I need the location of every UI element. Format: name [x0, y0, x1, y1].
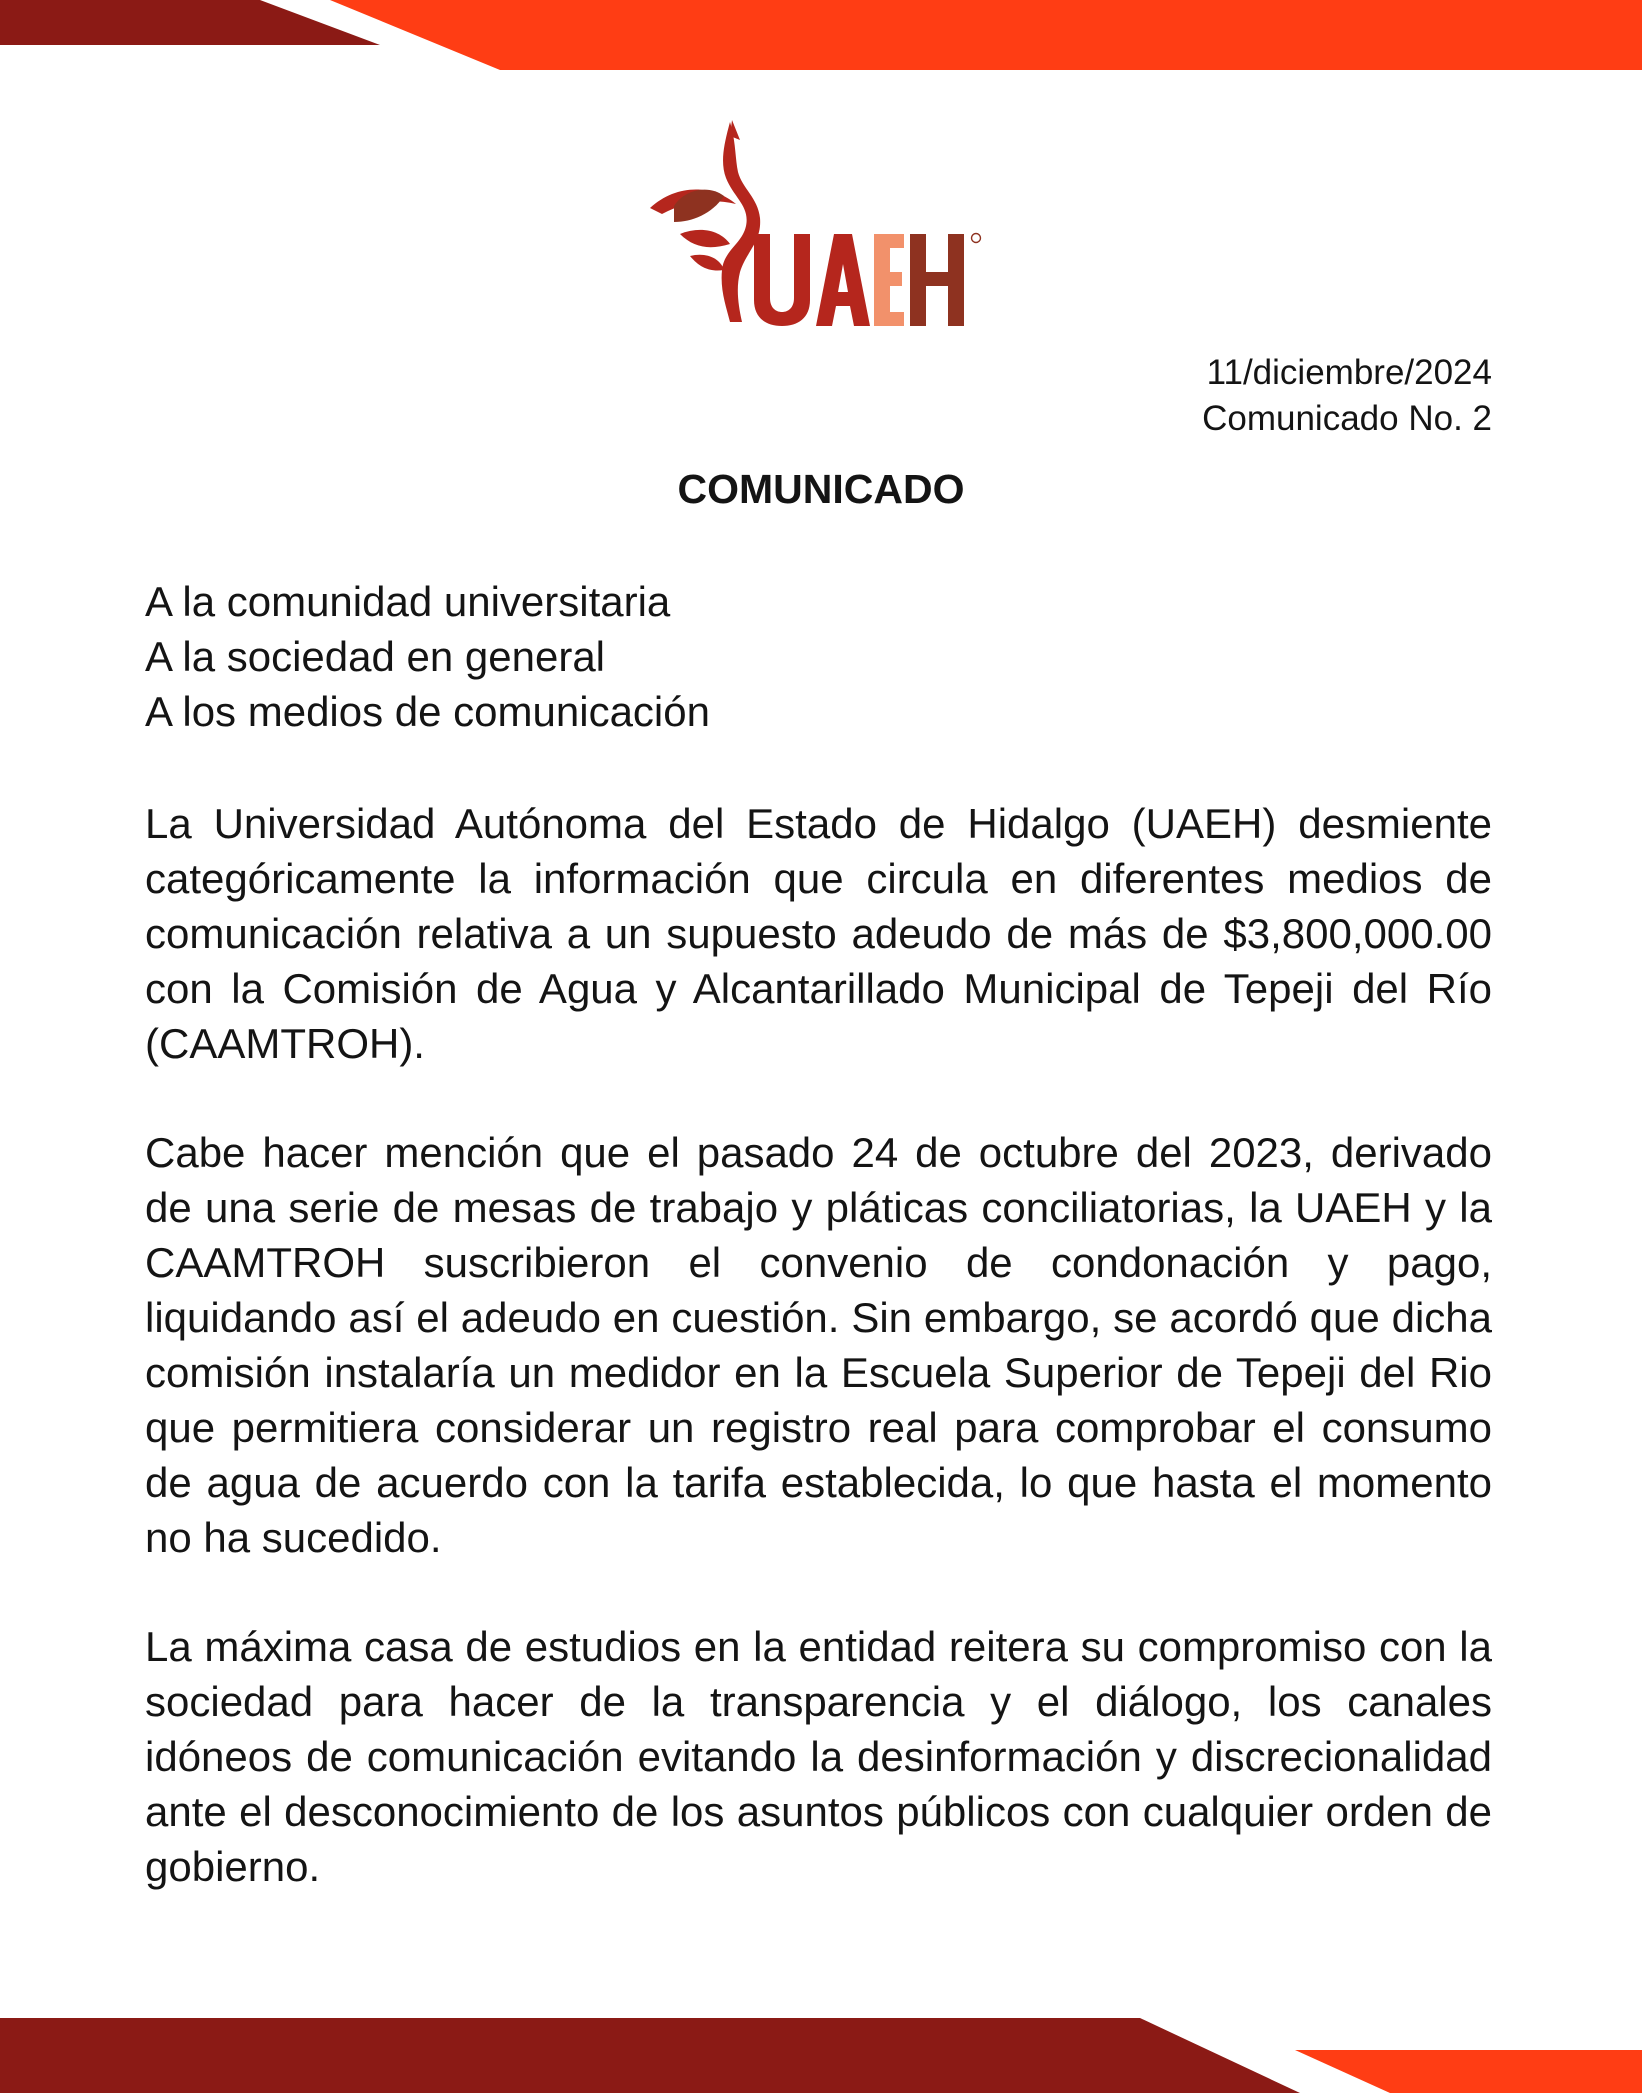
addressee-university-community: A la comunidad universitaria — [145, 578, 671, 625]
memo-number: Comunicado No. 2 — [1202, 399, 1492, 438]
memo-date: 11/diciembre/2024 — [1206, 353, 1492, 392]
document-title: COMUNICADO — [677, 466, 965, 512]
addressee-list — [145, 574, 710, 739]
paragraph-commitment: La máxima casa de estudios en la entidad reitera su compromiso con la sociedad para hacer de la transparencia y el diálogo, los canales idóneos de comunicación evitando la desinformación y discrecionalidad ante el desconocimiento de los asuntos públicos con cualquier orden de gobierno. — [145, 1623, 1492, 1890]
paragraph-agreement: Cabe hacer mención que el pasado 24 de octubre del 2023, derivado de una serie de mesas de trabajo y pláticas conciliatorias, la UAEH y la CAAMTROH suscribieron el convenio de condonación y pago, liquidando así el adeudo en cuestión. Sin embargo, se acordó que dicha comisión instalaría un medidor en la Escuela Superior de Tepeji del Rio que permitiera considerar un registro real para comprobar el consumo de agua de acuerdo con la tarifa establecida, lo que hasta el momento no ha sucedido. — [145, 1129, 1492, 1561]
memo-meta — [1202, 350, 1492, 442]
top-decorative-band — [0, 0, 1642, 70]
uaeh-logo — [650, 118, 990, 328]
addressee-society: A la sociedad en general — [145, 633, 606, 680]
paragraph-denial: La Universidad Autónoma del Estado de Hidalgo (UAEH) desmiente categóricamente la información que circula en diferentes medios de comunicación relativa a un supuesto adeudo de más de $3,800,000.00 con la Comisión de Agua y Alcantarillado Municipal de Tepeji del Río (CAAMTROH). — [145, 800, 1492, 1067]
addressee-media: A los medios de comunicación — [145, 688, 710, 735]
bottom-decorative-band — [0, 2010, 1642, 2093]
